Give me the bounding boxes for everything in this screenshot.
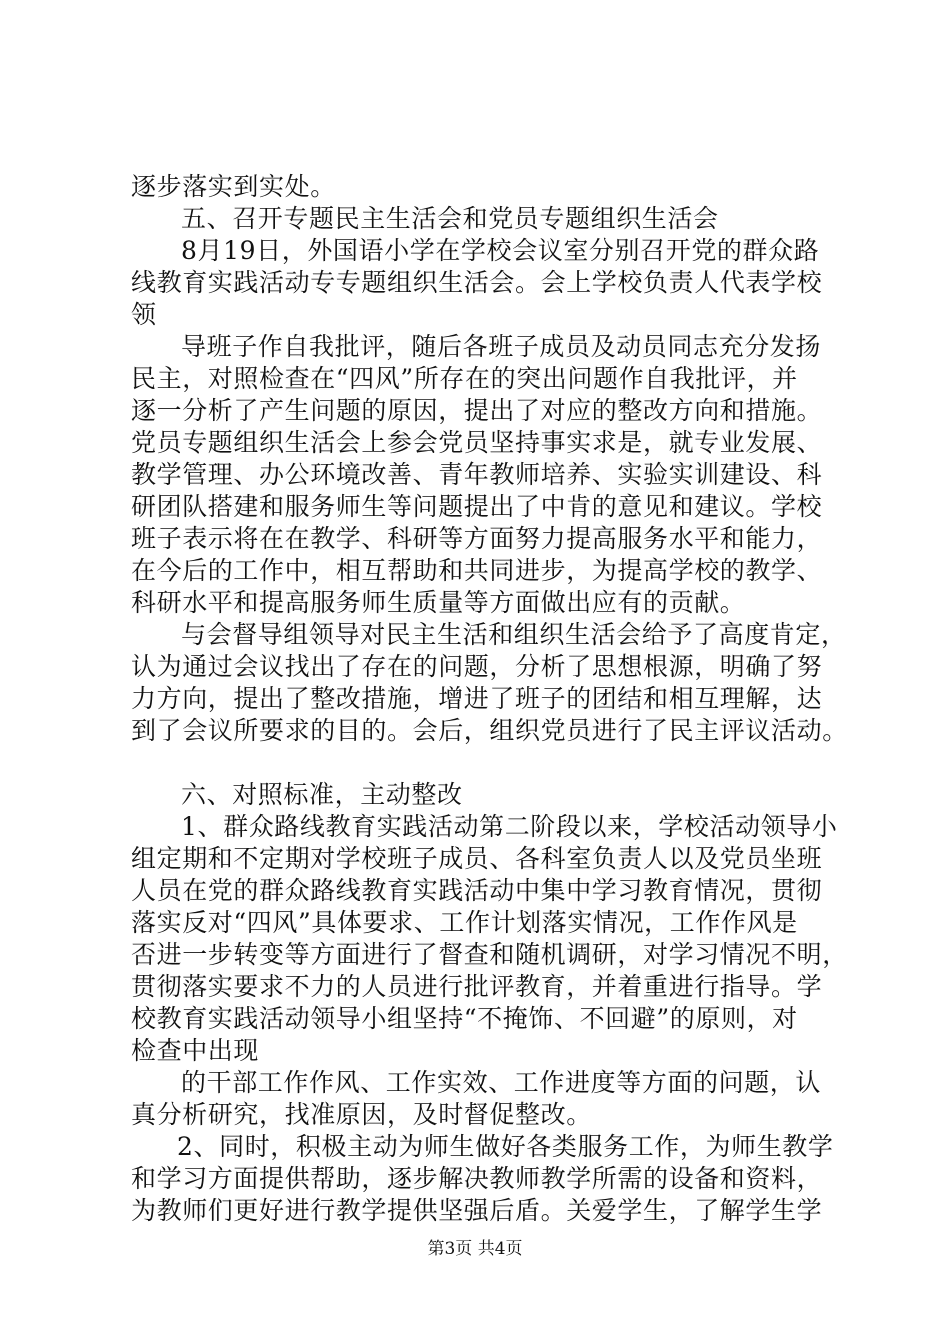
text-line: 贯彻落实要求不力的人员进行批评教育，并着重进行指导。学 [131,972,823,1001]
text-line: 科研水平和提高服务师生质量等方面做出应有的贡献。 [131,588,746,617]
text-line: 校教育实践活动领导小组坚持“不掩饰、不回避”的原则，对 [131,1004,798,1033]
text-line: 8月19日，外国语小学在学校会议室分别召开党的群众路 [181,236,820,265]
text-line: 1、群众路线教育实践活动第二阶段以来，学校活动领导小 [181,812,838,841]
text-line: 力方向，提出了整改措施，增进了班子的团结和相互理解，达 [131,684,823,713]
text-line: 研团队搭建和服务师生等问题提出了中肯的意见和建议。学校 [131,492,823,521]
text-line: 否进一步转变等方面进行了督查和随机调研，对学习情况不明， [131,940,848,969]
text-line: 和学习方面提供帮助，逐步解决教师教学所需的设备和资料， [131,1164,823,1193]
text-line: 线教育实践活动专专题组织生活会。会上学校负责人代表学校 [131,268,823,297]
text-line: 党员专题组织生活会上参会党员坚持事实求是，就专业发展、 [131,428,823,457]
text-line: 班子表示将在在教学、科研等方面努力提高服务水平和能力， [131,524,823,553]
text-line: 导班子作自我批评，随后各班子成员及动员同志充分发扬 [181,332,822,361]
text-line: 的干部工作作风、工作实效、工作进度等方面的问题，认 [181,1068,822,1097]
page-number-footer: 第3页 共4页 [427,1239,523,1259]
text-line: 与会督导组领导对民主生活和组织生活会给予了高度肯定， [181,620,847,649]
text-line: 人员在党的群众路线教育实践活动中集中学习教育情况，贯彻 [131,876,823,905]
text-line: 组定期和不定期对学校班子成员、各科室负责人以及党员坐班 [131,844,823,873]
text-line: 落实反对“四风”具体要求、工作计划落实情况，工作作风是 [131,908,798,937]
text-line: 到了会议所要求的目的。会后，组织党员进行了民主评议活动。 [131,716,848,745]
text-line: 逐一分析了产生问题的原因，提出了对应的整改方向和措施。 [131,396,823,425]
text-line: 为教师们更好进行教学提供坚强后盾。关爱学生，了解学生学 [131,1196,823,1225]
text-line: 在今后的工作中，相互帮助和共同进步，为提高学校的教学、 [131,556,823,585]
section-heading-5: 五、召开专题民主生活会和党员专题组织生活会 [181,204,719,233]
text-line: 2、同时，积极主动为师生做好各类服务工作，为师生教学 [177,1132,834,1161]
section-heading-6: 六、对照标准，主动整改 [181,780,463,809]
text-line: 认为通过会议找出了存在的问题，分析了思想根源，明确了努 [131,652,823,681]
text-line-continuation: 逐步落实到实处。 [131,172,336,201]
text-line: 真分析研究，找准原因，及时督促整改。 [131,1100,592,1129]
text-line: 领 [131,300,157,329]
text-line: 检查中出现 [131,1036,260,1065]
text-line: 民主，对照检查在“四风”所存在的突出问题作自我批评，并 [131,364,798,393]
text-line: 教学管理、办公环境改善、青年教师培养、实验实训建设、科 [131,460,823,489]
